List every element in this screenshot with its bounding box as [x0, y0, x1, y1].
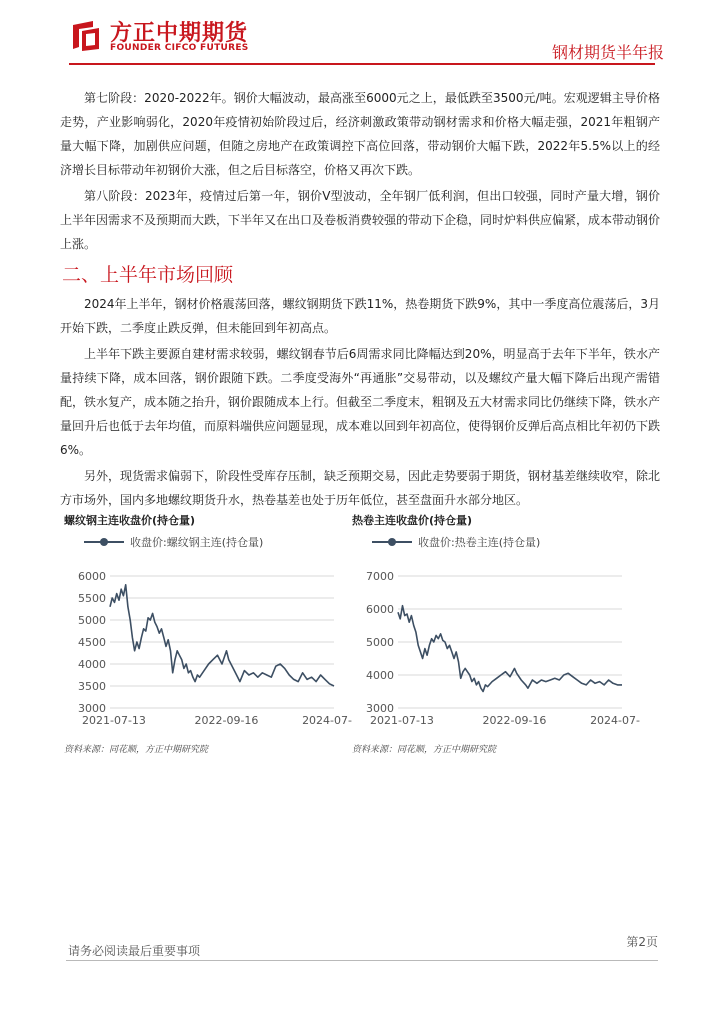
y-tick-label: 3000 [78, 702, 106, 715]
legend-line-marker-icon [372, 536, 412, 548]
paragraph: 第八阶段：2023年，疫情过后第一年，钢价V型波动，全年钢厂低利润，但出口较强，同时产量大增，钢价上半年因需求不及预期而大跌，下半年又在出口及卷板消费较强的带动下企稳，同时炉料供应偏紧，成本带动钢价上涨。 [60, 189, 661, 251]
company-name-en: FOUNDER CIFCO FUTURES [110, 43, 249, 53]
x-tick-label: 2022-09-16 [194, 714, 259, 727]
company-name-cn: 方正中期期货 [110, 21, 249, 46]
chart-legend [372, 534, 540, 550]
page-number: 第2页 [626, 935, 658, 949]
footer-divider [66, 960, 658, 961]
header-divider [69, 63, 655, 65]
company-logo-icon [69, 19, 103, 53]
y-tick-label: 6000 [366, 603, 394, 616]
series-line [398, 606, 622, 692]
x-tick-label: 2024-07- [590, 714, 640, 727]
chart-source: 资料来源：同花顺，方正中期研究院 [64, 745, 209, 755]
paragraph: 另外，现货需求偏弱下，阶段性受库存压制，缺乏预期交易，因此走势要弱于期货，钢材基差继续收窄，除北方市场外，国内多地螺纹期货升水，热卷基差也处于历年低位，甚至盘面升水部分地区。 [60, 469, 661, 507]
legend-label: 收盘价:热卷主连(持仓量) [418, 536, 541, 549]
paragraph: 2024年上半年，钢材价格震荡回落，螺纹钢期货下跌11%，热卷期货下跌9%，其中一季度高位震荡后，3月开始下跌，二季度止跌反弹，但未能回到年初高点。 [60, 297, 660, 335]
page-header [0, 0, 724, 70]
x-tick-label: 2022-09-16 [482, 714, 547, 727]
x-tick-label: 2024-07- [302, 714, 352, 727]
report-title: 钢材期货半年报 [551, 43, 664, 62]
y-tick-label: 5000 [366, 636, 394, 649]
y-tick-label: 5000 [78, 614, 106, 627]
chart-legend [84, 534, 263, 550]
x-tick-label: 2021-07-13 [82, 714, 146, 727]
chart-source: 资料来源：同花顺，方正中期研究院 [352, 745, 497, 755]
x-tick-label: 2021-07-13 [370, 714, 434, 727]
y-tick-label: 3500 [78, 680, 106, 693]
series-line [110, 585, 334, 686]
legend-label: 收盘价:螺纹钢主连(持仓量) [130, 536, 264, 549]
y-tick-label: 3000 [366, 702, 394, 715]
paragraph: 上半年下跌主要源自建材需求较弱，螺纹钢春节后6周需求同比降幅达到20%，明显高于去年下半年，铁水产量持续下降，成本回落，钢价跟随下跌。二季度受海外“再通胀”交易带动，以及螺纹产量大幅下降后出现产需错配，铁水复产，成本随之抬升，钢价跟随成本上行。但截至二季度末，粗钢及五大材需求同比仍继续下降，铁水产量回升后也低于去年均值，而原料端供应问题显现，成本难以回到年初高位，使得钢价反弹后高点相比年初仍下跌6%。 [60, 347, 661, 457]
legend-line-marker-icon [84, 536, 124, 548]
chart-plot [352, 556, 642, 736]
intro-text [60, 86, 660, 256]
paragraph: 第七阶段：2020-2022年。钢价大幅波动，最高涨至6000元之上，最低跌至3500元/吨。宏观逻辑主导价格走势，产业影响弱化，2020年疫情初始阶段过后，经济刺激政策带动钢材需求和价格大幅走强，2021年粗钢产量大幅下降，加剧供应问题，但随之房地产在政策调控下高位回落，带动钢价大幅下跌，2022年5.5%以上的经济增长目标带动年初钢价大涨，但之后目标落空，价格又再次下跌。 [60, 91, 660, 177]
chart-title: 热卷主连收盘价(持仓量) [352, 514, 473, 527]
chart-hot-coil [352, 512, 652, 755]
section-heading: 二、上半年市场回顾 [62, 264, 234, 286]
y-tick-label: 5500 [78, 592, 106, 605]
section-text [60, 292, 660, 512]
y-tick-label: 4000 [78, 658, 106, 671]
footer-note: 请务必阅读最后重要事项 [68, 944, 201, 958]
chart-rebar [64, 512, 364, 755]
chart-title: 螺纹钢主连收盘价(持仓量) [64, 514, 196, 527]
y-tick-label: 7000 [366, 570, 394, 583]
y-tick-label: 4000 [366, 669, 394, 682]
chart-plot [64, 556, 354, 736]
y-tick-label: 6000 [78, 570, 106, 583]
y-tick-label: 4500 [78, 636, 106, 649]
